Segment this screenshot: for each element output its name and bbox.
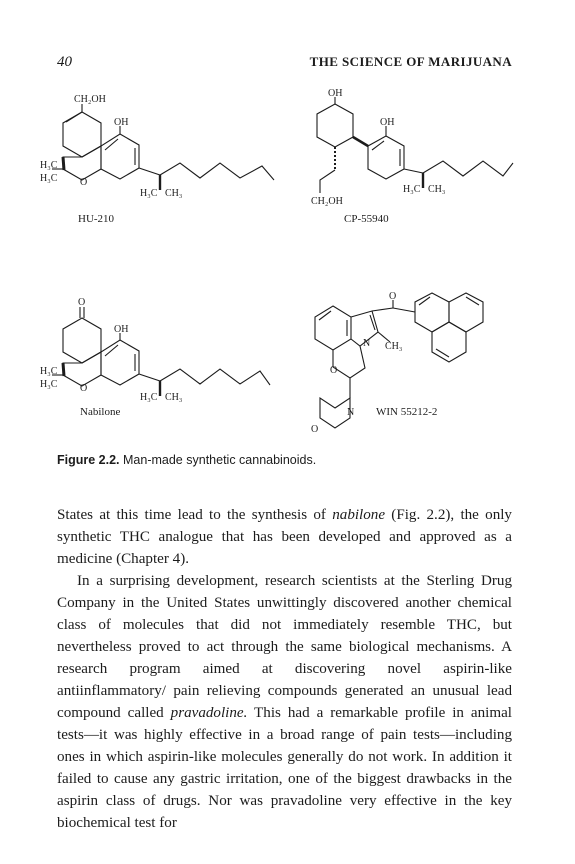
hu210-aromatic-ring (101, 134, 139, 179)
hu210-name: HU-210 (78, 213, 115, 225)
figure-caption-text: Man-made synthetic cannabinoids. (123, 453, 317, 467)
figure-label: Figure 2.2. (57, 453, 120, 467)
text-run: States at this time lead to the synthesis of (57, 507, 333, 523)
win-naphthyl-inner-2 (419, 297, 430, 305)
win-oxazine-o-label: O (330, 365, 338, 376)
nab-chain-h3c-label: H₃C (140, 392, 158, 403)
win-morph-o-label: O (311, 424, 319, 435)
molecule-nabilone (40, 297, 270, 418)
nab-aromatic-inner-1 (105, 345, 118, 356)
nab-o-label: O (80, 383, 88, 394)
hu210-ch2oh-label: CH₂OH (74, 94, 106, 105)
hu210-double-bond (66, 112, 82, 122)
hu210-chain-h3c-label: H₃C (140, 188, 158, 199)
paragraph-2 (57, 570, 512, 834)
cp-top-oh-label: OH (328, 88, 343, 99)
running-head: THE SCIENCE OF MARIJUANA (309, 54, 512, 69)
nab-stereo-bond (63, 363, 64, 376)
cp-chain-ch3-label: CH₃ (428, 184, 446, 195)
hu210-cyclohexene-ring (63, 112, 101, 157)
win-naphthyl-ring-b (449, 293, 483, 332)
cp-side-chain (423, 161, 513, 176)
body-text (57, 504, 512, 834)
figure-caption (57, 453, 316, 467)
win-morph-n-label: N (347, 407, 355, 418)
cp-name: CP-55940 (344, 213, 389, 225)
win-oxazine-ring (333, 346, 365, 378)
nab-chain-link (139, 374, 160, 381)
win-naphthyl-link (393, 308, 415, 312)
hu210-chain-link (139, 168, 160, 175)
cp-chain-link (404, 169, 423, 173)
molecule-cp-55940 (311, 88, 513, 225)
nab-oh-label: OH (114, 324, 129, 335)
nab-pyran-ring (63, 352, 101, 386)
molecule-win-55212-2 (311, 291, 483, 435)
hu210-side-chain (160, 163, 274, 180)
nab-ketone-o-label: O (78, 297, 86, 308)
cp-cyclohexane-ring (317, 104, 353, 147)
paragraph-1 (57, 504, 512, 570)
nab-side-chain (160, 369, 270, 385)
win-name: WIN 55212-2 (376, 406, 438, 418)
text-run: (Fig. 2.2), the only synthetic THC analogue that has been developed and approved as a medicine (Chapter 4). (57, 507, 512, 567)
cp-chain-h3c-label: H₃C (403, 184, 421, 195)
win-n-label: N (363, 338, 371, 349)
nab-name: Nabilone (80, 406, 121, 418)
cp-ch2oh-label: CH₂OH (311, 196, 343, 207)
hu210-h3c-label-b: H₃C (40, 173, 58, 184)
hu210-pyran-ring (63, 146, 101, 180)
hu210-aromatic-inner-1 (105, 139, 118, 150)
hu210-h3c-label-a: H₃C (40, 160, 58, 171)
molecule-hu-210 (40, 94, 274, 225)
cp-aromatic-ring (368, 136, 404, 179)
win-ketone-o-label: O (389, 291, 397, 302)
win-ch3-label: CH₃ (385, 341, 403, 352)
text-run: In a surprising development, research scientists at the Sterling Drug Company in the United States unwittingly discovered another chemical class of molecules that did not immediately resemble THC, but nevertheless proved to act through the same biological mechanisms. A research program aimed at discovering novel aspirin-like antiinflammatory/ pain relieving compounds generated an unusual lead compound called (57, 573, 512, 721)
hu210-o-label: O (80, 177, 88, 188)
win-naphthyl-ring-c (432, 322, 466, 362)
win-benzene-inner-1 (319, 311, 331, 320)
nab-aromatic-ring (101, 340, 139, 385)
nab-h3c-label-a: H₃C (40, 366, 58, 377)
italic-term: nabilone (332, 507, 386, 523)
hu210-stereo-bond (63, 157, 64, 170)
win-morpholine-ring (320, 398, 350, 428)
hu210-oh-label: OH (114, 117, 129, 128)
hu210-chain-ch3-label: CH₃ (165, 188, 183, 199)
page-number: 40 (57, 54, 72, 70)
cp-propanol-chain (320, 170, 335, 193)
cp-oh-label: OH (380, 117, 395, 128)
win-benzene-ring (315, 306, 351, 350)
win-carbonyl-link (372, 308, 393, 311)
text-run: This had a remarkable profile in animal tests—it was highly effective in a broad range of pain tests—including ones in which aspirin-like molecules generally do not work. In addition it failed to cause any gastric irritation, one of the biggest drawbacks in the aspirin class of drugs. Nor was pravadoline very effective in the key biochemical test for (57, 705, 512, 831)
win-naphthyl-inner-1 (466, 297, 479, 305)
win-naphthyl-ring-a (415, 293, 449, 332)
nab-chain-ch3-label: CH₃ (165, 392, 183, 403)
nab-cyclohexanone-ring (63, 318, 101, 363)
cp-wedge-to-aryl (353, 137, 368, 146)
italic-term: pravadoline. (170, 705, 248, 721)
nab-h3c-label-b: H₃C (40, 379, 58, 390)
